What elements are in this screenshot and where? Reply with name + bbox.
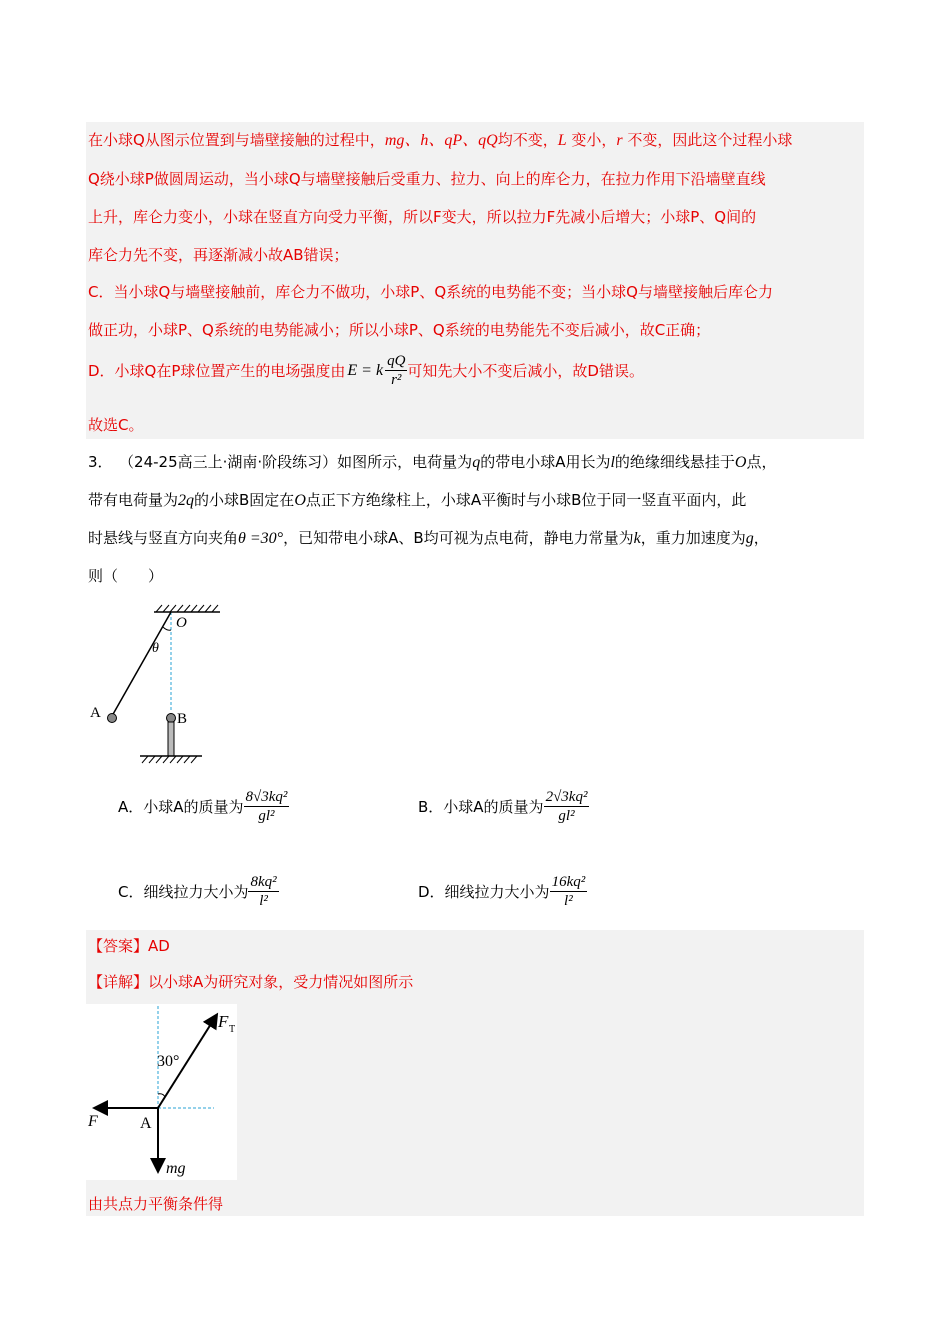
- text: 的小球B固定在: [194, 491, 295, 509]
- var-l: l: [610, 454, 615, 471]
- question-line-4: 则（ ）: [88, 567, 164, 585]
- option-label: A．小球A的质量为: [118, 797, 244, 816]
- var-O: O: [734, 454, 747, 471]
- option-label: C．细线拉力大小为: [118, 882, 249, 901]
- prev-solution-line-4: 库仑力先不变，再逐渐减小故AB错误；: [88, 246, 349, 264]
- label-A: A: [140, 1115, 152, 1132]
- label-FT-sub: T: [229, 1024, 236, 1035]
- option-D[interactable]: [418, 873, 587, 910]
- option-fraction: [544, 788, 590, 825]
- var-L: L: [557, 132, 567, 149]
- option-numerator: 2√3kq²: [545, 789, 588, 805]
- prev-solution-line-1: [88, 130, 792, 151]
- pendulum-figure: [88, 600, 228, 765]
- prev-solution-line-3: 上升，库仑力变小，小球在竖直方向受力平衡，所以F变大，所以拉力F先减小后增大；小球P、Q间的: [88, 208, 757, 226]
- text: 点，: [746, 453, 777, 471]
- text: 带有电荷量为: [88, 491, 179, 509]
- text: 时悬线与竖直方向夹角: [88, 529, 239, 547]
- prev-solution-line-7: [88, 352, 644, 389]
- question-number: 3．: [88, 453, 113, 471]
- option-label: B．小球A的质量为: [418, 797, 544, 816]
- force-diagram: [86, 1004, 237, 1180]
- string-line: [112, 612, 171, 716]
- option-numerator: 8kq²: [250, 874, 277, 890]
- var-q: q: [472, 454, 481, 471]
- label-angle: 30°: [157, 1053, 180, 1070]
- text: 均不变，: [497, 131, 558, 149]
- option-fraction: [248, 873, 278, 910]
- option-fraction: [550, 873, 588, 910]
- option-denominator: l²: [564, 893, 573, 909]
- prev-solution-line-8: 故选C。: [88, 416, 144, 434]
- text: ，重力加速度为: [640, 529, 746, 547]
- formula-lhs: E = k: [347, 361, 384, 379]
- insulating-post: [168, 722, 174, 756]
- text: 的绝缘细线悬挂于: [614, 453, 735, 471]
- text: 不变，因此这个过程小球: [622, 131, 793, 149]
- option-numerator: 8√3kq²: [245, 789, 288, 805]
- label-O: O: [176, 615, 187, 631]
- option-denominator: l²: [259, 893, 268, 909]
- variables: mg、h、qP、qQ: [384, 132, 498, 149]
- option-denominator: gl²: [258, 808, 275, 824]
- answer-label: 【答案】: [88, 937, 149, 955]
- option-C[interactable]: [118, 873, 279, 910]
- prev-solution-line-6: 做正功，小球P、Q系统的电势能减小；所以小球P、Q系统的电势能先不变后减小，故C正确；: [88, 321, 711, 339]
- option-B[interactable]: [418, 788, 589, 825]
- ground-hatch: [142, 756, 197, 763]
- detail-line: [88, 972, 413, 992]
- ceiling-hatch: [156, 605, 218, 612]
- option-numerator: 16kq²: [551, 874, 586, 890]
- option-fraction: [244, 788, 290, 825]
- var-r: r: [616, 132, 623, 149]
- prev-solution-line-5: C．当小球Q与墙壁接触前，库仑力不做功，小球P、Q系统的电势能不变；当小球Q与墙壁接触后库仑力: [88, 283, 773, 301]
- option-denominator: gl²: [558, 808, 575, 824]
- question-line-2: [88, 490, 746, 511]
- question-source: （24-25高三上·湖南·阶段练习）: [126, 453, 338, 471]
- text: 在小球Q从图示位置到与墙壁接触的过程中，: [88, 131, 385, 149]
- ball-A: [108, 714, 117, 723]
- question-line-1: [88, 452, 777, 473]
- option-label: D．细线拉力大小为: [418, 882, 550, 901]
- label-A: A: [90, 705, 101, 721]
- detail-label: 【详解】: [88, 973, 149, 991]
- label-theta: θ: [152, 641, 159, 656]
- var-g: g: [745, 530, 754, 547]
- formula-denominator: r²: [391, 372, 402, 388]
- angle-arc: [158, 1094, 165, 1097]
- var-k: k: [633, 530, 641, 547]
- ball-B: [167, 714, 176, 723]
- detail-text: 以小球A为研究对象，受力情况如图所示: [148, 973, 414, 991]
- answer-value: AD: [148, 937, 170, 955]
- label-FT: F: [218, 1012, 229, 1031]
- text: 如图所示，电荷量为: [337, 453, 473, 471]
- label-F: F: [88, 1113, 98, 1130]
- text: ，: [753, 529, 769, 547]
- angle-arc: [163, 627, 171, 630]
- question-line-3: [88, 528, 769, 549]
- prev-solution-line-2: Q绕小球P做圆周运动，当小球Q与墙壁接触后受重力、拉力、向上的库仑力，在拉力作用下沿墙壁直线: [88, 170, 766, 188]
- label-B: B: [177, 711, 188, 727]
- var-theta: θ =30°: [238, 530, 284, 547]
- var-O: O: [294, 492, 306, 509]
- formula-numerator: qQ: [387, 353, 406, 369]
- text: 点正下方绝缘柱上，小球A平衡时与小球B位于同一竖直平面内，此: [305, 491, 747, 509]
- formula-fraction: [385, 352, 407, 389]
- text: 变小，: [566, 131, 617, 149]
- label-mg: mg: [166, 1160, 186, 1177]
- text: ，已知带电小球A、B均可视为点电荷，静电力常量为: [283, 529, 634, 547]
- option-A[interactable]: [118, 788, 289, 825]
- answer-line: [88, 936, 170, 956]
- text: 的带电小球A用长为: [480, 453, 611, 471]
- text: D．小球Q在P球位置产生的电场强度由: [88, 361, 346, 380]
- var-2q: 2q: [178, 492, 195, 509]
- text: 可知先大小不变后减小，故D错误。: [407, 361, 644, 380]
- conclusion-line: 由共点力平衡条件得: [88, 1195, 224, 1213]
